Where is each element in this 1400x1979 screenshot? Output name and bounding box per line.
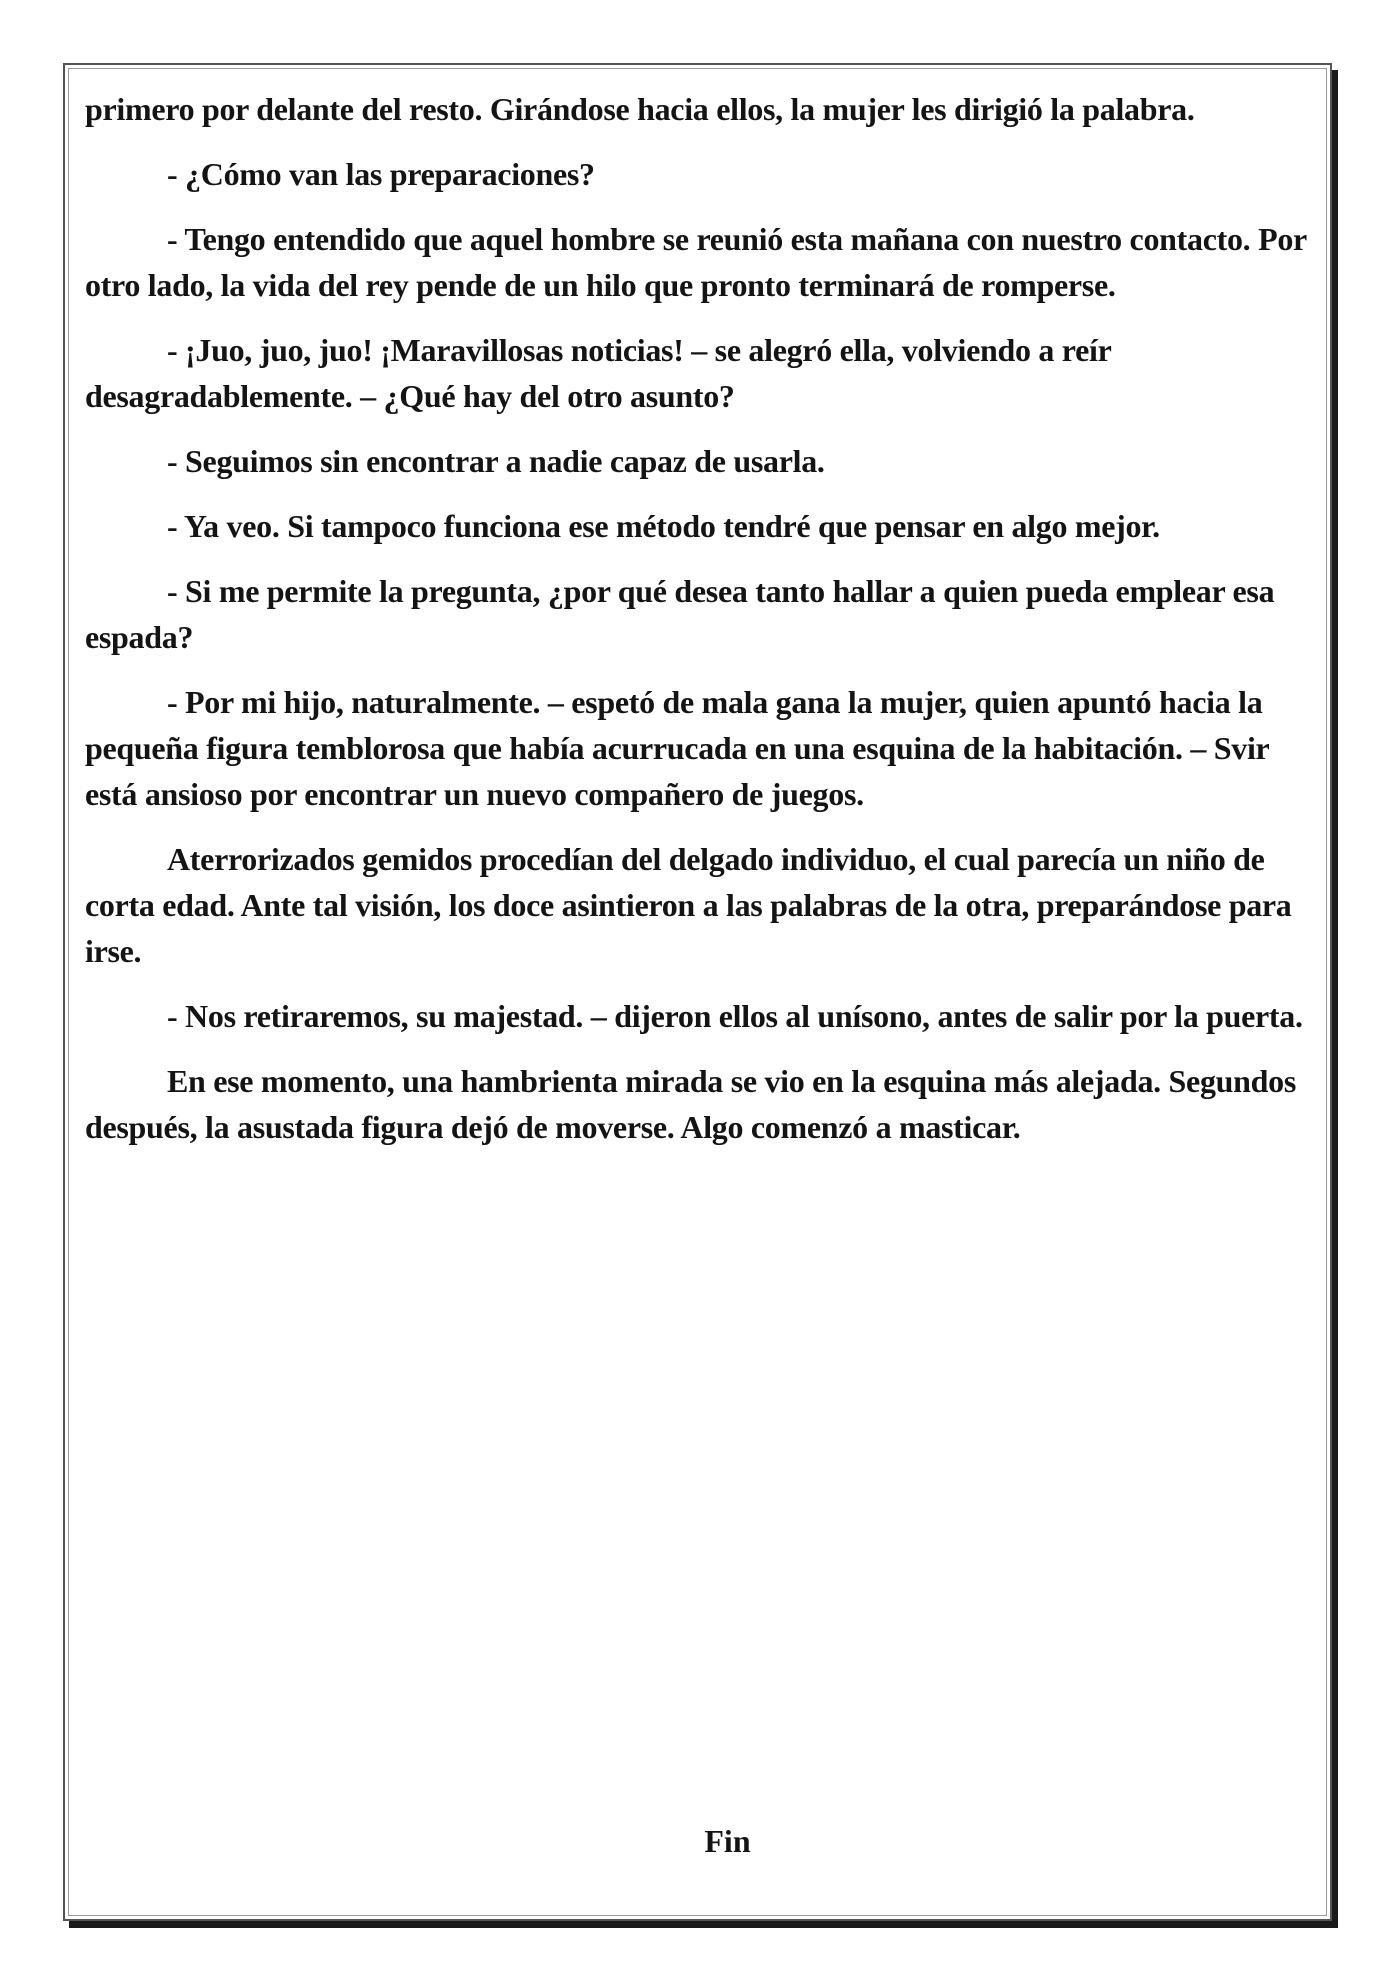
paragraph: Aterrorizados gemidos procedían del delgado individuo, el cual parecía un niño de corta edad. Ante tal visión, los doce asintieron a las palabras de la otra, preparándose para irse. [85, 841, 1292, 969]
paragraph: - Si me permite la pregunta, ¿por qué desea tanto hallar a quien pueda emplear esa espada? [85, 573, 1275, 655]
ending-label: Fin [704, 1823, 751, 1859]
paragraph: - Ya veo. Si tampoco funciona ese método tendré que pensar en algo mejor. [167, 508, 1160, 544]
paragraph: En ese momento, una hambrienta mirada se vio en la esquina más alejada. Segundos después, la asustada figura dejó de moverse. Algo comenzó a masticar. [85, 1063, 1296, 1145]
paragraph: - Tengo entendido que aquel hombre se reunió esta mañana con nuestro contacto. Por otro lado, la vida del rey pende de un hilo que pronto terminará de romperse. [85, 221, 1307, 303]
paragraph: - ¡Juo, juo, juo! ¡Maravillosas noticias! – se alegró ella, volviendo a reír desagradablemente. – ¿Qué hay del otro asunto? [85, 332, 1111, 414]
paragraph: - Nos retiraremos, su majestad. – dijeron ellos al unísono, antes de salir por la puerta. [167, 998, 1303, 1034]
story-text [85, 86, 1315, 1169]
paragraph: - Seguimos sin encontrar a nadie capaz de usarla. [167, 443, 825, 479]
paragraph: - Por mi hijo, naturalmente. – espetó de mala gana la mujer, quien apuntó hacia la pequeña figura temblorosa que había acurrucada en una esquina de la habitación. – Svir está ansioso por encontrar un nuevo compañero de juegos. [85, 684, 1269, 812]
paragraph: primero por delante del resto. Girándose hacia ellos, la mujer les dirigió la palabra. [85, 91, 1195, 127]
paragraph: - ¿Cómo van las preparaciones? [167, 156, 595, 192]
page-frame [63, 63, 1332, 1921]
